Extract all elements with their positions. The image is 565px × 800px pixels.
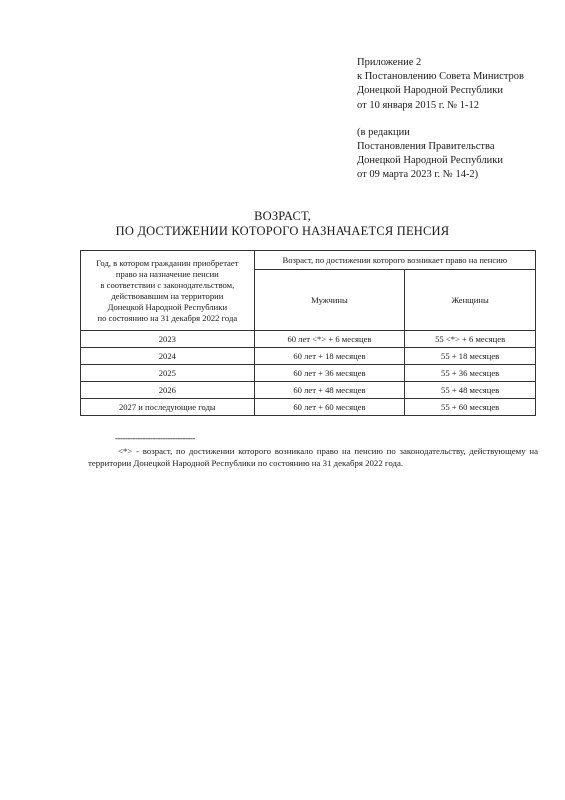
- women-age-cell: 55 + 36 месяцев: [405, 365, 536, 382]
- table-row: [81, 399, 536, 416]
- men-age-cell: 60 лет + 60 месяцев: [254, 399, 405, 416]
- year-column-header: [81, 251, 255, 331]
- edition-line: Постановления Правительства: [357, 141, 495, 153]
- year-cell: 2023: [81, 331, 255, 348]
- year-cell: 2026: [81, 382, 255, 399]
- appendix-line: от 10 января 2015 г. № 1-12: [357, 99, 479, 111]
- table-row: [81, 348, 536, 365]
- edition-line: (в редакции: [357, 126, 410, 138]
- pension-age-table: [80, 250, 536, 416]
- year-cell: 2027 и последующие годы: [81, 399, 255, 416]
- men-column-header: Мужчины: [254, 270, 405, 331]
- year-header-line: Донецкой Народной Республики: [107, 301, 228, 312]
- men-age-cell: 60 лет + 48 месяцев: [254, 382, 405, 399]
- women-age-cell: 55 + 48 месяцев: [405, 382, 536, 399]
- women-age-cell: 55 + 18 месяцев: [405, 348, 536, 365]
- year-header-line: по состоянию на 31 декабря 2022 года: [97, 312, 238, 323]
- appendix-header: [357, 56, 524, 183]
- year-header-line: право на назначение пенсии: [115, 268, 219, 279]
- title-line-1: ВОЗРАСТ,: [254, 209, 311, 223]
- title-line-2: ПО ДОСТИЖЕНИИ КОТОРОГО НАЗНАЧАЕТСЯ ПЕНСИЯ: [115, 224, 450, 238]
- appendix-line: к Постановлению Совета Министров: [357, 71, 524, 83]
- year-header-line: в соответствии с законодательством,: [100, 279, 235, 290]
- table-row: [81, 382, 536, 399]
- men-age-cell: 60 лет <*> + 6 месяцев: [254, 331, 405, 348]
- year-header-line: действовавшим на территории: [111, 290, 224, 301]
- footnote-separator: --------------------------------: [115, 433, 195, 443]
- year-cell: 2025: [81, 365, 255, 382]
- men-age-cell: 60 лет + 36 месяцев: [254, 365, 405, 382]
- women-age-cell: 55 + 60 месяцев: [405, 399, 536, 416]
- spacer: [357, 113, 524, 126]
- year-header-line: Год, в котором гражданин приобретает: [96, 257, 239, 268]
- edition-line: от 09 марта 2023 г. № 14-2): [357, 169, 479, 181]
- appendix-line: Донецкой Народной Республики: [357, 85, 503, 97]
- edition-line: Донецкой Народной Республики: [357, 155, 503, 167]
- men-age-cell: 60 лет + 18 месяцев: [254, 348, 405, 365]
- appendix-line: Приложение 2: [357, 57, 422, 68]
- women-age-cell: 55 <*> + 6 месяцев: [405, 331, 536, 348]
- footnote-text: <*> - возраст, по достижении которого возникало право на пенсию по законодательству, действующему на территории Донецкой Народной Республики по состоянию на 31 декабря 2022 года.: [88, 446, 538, 468]
- table-row: [81, 331, 536, 348]
- document-title: [0, 209, 565, 239]
- age-column-header: Возраст, по достижении которого возникает право на пенсию: [254, 251, 535, 270]
- year-cell: 2024: [81, 348, 255, 365]
- table-row: [81, 365, 536, 382]
- women-column-header: Женщины: [405, 270, 536, 331]
